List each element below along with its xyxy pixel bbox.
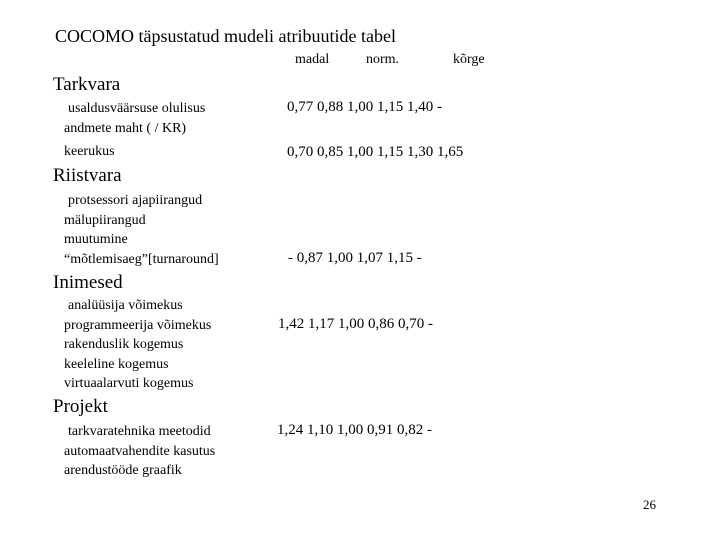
attribute-item: mälupiirangud <box>64 212 146 228</box>
attribute-item: “mõtlemisaeg”[turnaround] <box>64 251 219 267</box>
attribute-item: virtuaalarvuti kogemus <box>64 376 194 391</box>
values-row: 0,77 0,88 1,00 1,15 1,40 - <box>287 99 442 115</box>
section-heading-inimesed: Inimesed <box>53 272 123 293</box>
attribute-item: andmete maht ( / KR) <box>64 120 187 136</box>
column-header-low: madal <box>295 52 330 67</box>
attribute-item: tarkvaratehnika meetodid <box>68 424 211 439</box>
attribute-item: muutumine <box>64 232 128 247</box>
values-row: 1,42 1,17 1,00 0,86 0,70 - <box>278 316 433 332</box>
attribute-item: keerukus <box>64 144 115 159</box>
page-title: COCOMO täpsustatud mudeli atribuutide tabel <box>55 26 396 46</box>
attribute-list-inimesed <box>64 296 211 394</box>
attribute-list-tarkvara <box>64 99 205 162</box>
section-heading-projekt: Projekt <box>53 396 108 417</box>
attribute-item: protsessori ajapiirangud <box>68 193 203 208</box>
attribute-item: programmeerija võimekus <box>64 317 212 333</box>
page-number: 26 <box>643 497 656 512</box>
attribute-item: automaatvahendite kasutus <box>64 443 216 459</box>
attribute-item: arendustööde graafik <box>64 463 182 478</box>
values-row: 0,70 0,85 1,00 1,15 1,30 1,65 <box>287 144 464 160</box>
section-heading-tarkvara: Tarkvara <box>53 74 121 95</box>
section-heading-riistvara: Riistvara <box>53 165 122 186</box>
values-row: 1,24 1,10 1,00 0,91 0,82 - <box>277 422 432 438</box>
attribute-item: analüüsija võimekus <box>68 298 183 313</box>
attribute-item: usaldusväärsuse olulisus <box>68 101 206 116</box>
attribute-list-riistvara <box>64 191 219 269</box>
column-header-normal: norm. <box>366 52 400 67</box>
column-header-high: kõrge <box>453 52 485 67</box>
attribute-item: rakenduslik kogemus <box>64 337 184 352</box>
values-row: - 0,87 1,00 1,07 1,15 - <box>288 250 422 266</box>
attribute-item: keeleline kogemus <box>64 356 169 372</box>
attribute-list-projekt <box>64 422 215 481</box>
